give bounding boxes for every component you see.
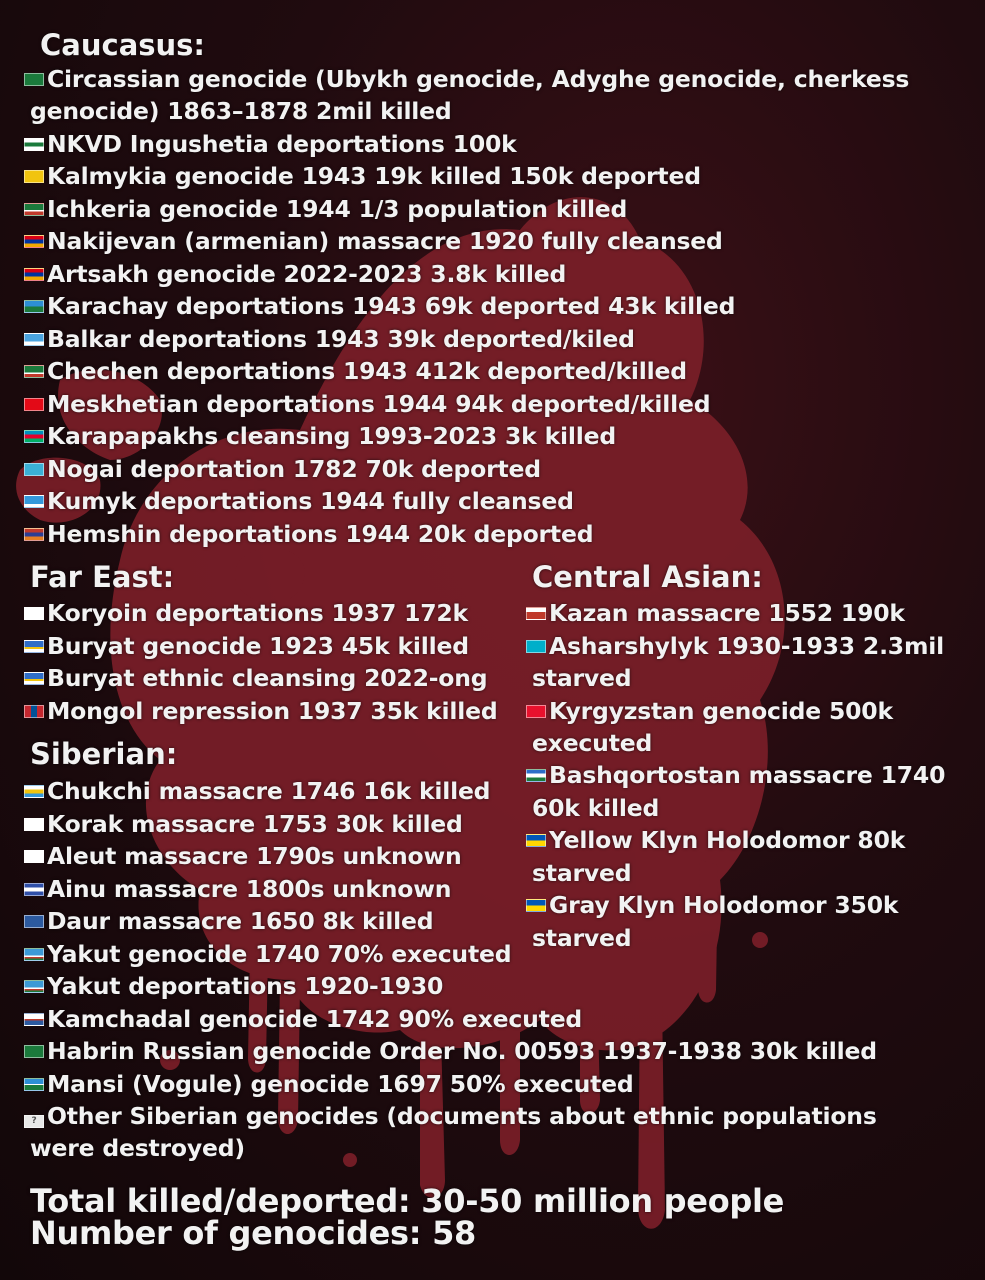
- kazakhstan-flag-icon: [526, 640, 546, 653]
- list-item: Habrin Russian genocide Order No. 00593 1937-1938 30k killed: [24, 1035, 877, 1067]
- daur-flag-icon: [24, 915, 44, 928]
- list-item: Kalmykia genocide 1943 19k killed 150k deported: [24, 160, 701, 192]
- yakutia-flag-icon: [24, 948, 44, 961]
- kalmykia-flag-icon: [24, 170, 44, 183]
- kamchadal-flag-icon: [24, 1013, 44, 1026]
- list-item-continuation: 60k killed: [532, 794, 660, 822]
- ichkeria-flag-icon: [24, 203, 44, 216]
- list-item: Kyrgyzstan genocide 500k: [526, 695, 893, 727]
- list-item: Mansi (Vogule) genocide 1697 50% executed: [24, 1068, 634, 1100]
- list-item: Buryat ethnic cleansing 2022-ong: [24, 662, 487, 694]
- list-item: Balkar deportations 1943 39k deported/kiled: [24, 323, 635, 355]
- list-item-continuation: starved: [532, 664, 632, 692]
- list-item: Aleut massacre 1790s unknown: [24, 840, 462, 872]
- list-item: Yakut deportations 1920-1930: [24, 970, 443, 1002]
- list-item-continuation: executed: [532, 729, 653, 757]
- list-item: Mongol repression 1937 35k killed: [24, 695, 497, 727]
- list-item: Gray Klyn Holodomor 350k: [526, 889, 898, 921]
- heading-siberian: Siberian:: [30, 737, 178, 771]
- list-item: Artsakh genocide 2022-2023 3.8k killed: [24, 258, 566, 290]
- list-item: Yellow Klyn Holodomor 80k: [526, 824, 905, 856]
- list-item: Daur massacre 1650 8k killed: [24, 905, 433, 937]
- list-item: Buryat genocide 1923 45k killed: [24, 630, 469, 662]
- list-item: Kazan massacre 1552 190k: [526, 597, 905, 629]
- karapapakh-flag-icon: [24, 430, 44, 443]
- list-item: Nogai deportation 1782 70k deported: [24, 453, 541, 485]
- list-item-continuation: genocide) 1863–1878 2mil killed: [30, 97, 452, 125]
- list-item-continuation: starved: [532, 924, 632, 952]
- ainu-flag-icon: [24, 883, 44, 896]
- number-of-genocides: Number of genocides: 58: [30, 1214, 477, 1252]
- ukraine-flag-icon: [526, 834, 546, 847]
- artsakh-flag-icon: [24, 268, 44, 281]
- list-item: Yakut genocide 1740 70% executed: [24, 938, 511, 970]
- kazan-flag-icon: [526, 607, 546, 620]
- kyrgyzstan-flag-icon: [526, 705, 546, 718]
- list-item: Ichkeria genocide 1944 1/3 population killed: [24, 193, 627, 225]
- total-killed-deported: Total killed/deported: 30-50 million people: [30, 1182, 785, 1220]
- list-item: Chechen deportations 1943 412k deported/killed: [24, 355, 687, 387]
- mansi-flag-icon: [24, 1078, 44, 1091]
- karachay-flag-icon: [24, 300, 44, 313]
- list-item: Hemshin deportations 1944 20k deported: [24, 518, 593, 550]
- habrin-flag-icon: [24, 1045, 44, 1058]
- mongolia-flag-icon: [24, 705, 44, 718]
- heading-caucasus: Caucasus:: [40, 28, 206, 62]
- heading-central-asian: Central Asian:: [532, 560, 763, 594]
- list-item: Karachay deportations 1943 69k deported 43k killed: [24, 290, 735, 322]
- list-item-continuation: starved: [532, 859, 632, 887]
- balkar-flag-icon: [24, 333, 44, 346]
- list-item: ? Other Siberian genocides (documents about ethnic populations: [24, 1100, 877, 1132]
- circassian-flag-icon: [24, 73, 44, 86]
- meskhetian-flag-icon: [24, 398, 44, 411]
- list-item: Meskhetian deportations 1944 94k deported/killed: [24, 388, 710, 420]
- hemshin-flag-icon: [24, 528, 44, 541]
- list-item: Korak massacre 1753 30k killed: [24, 808, 463, 840]
- list-item: Circassian genocide (Ubykh genocide, Adyghe genocide, cherkess: [24, 63, 909, 95]
- list-item: Koryoin deportations 1937 172k: [24, 597, 468, 629]
- heading-far-east: Far East:: [30, 560, 175, 594]
- korak-flag-icon: [24, 818, 44, 831]
- chechen-flag-icon: [24, 365, 44, 378]
- buryatia-flag-icon: [24, 640, 44, 653]
- list-item: Karapapakhs cleansing 1993-2023 3k killed: [24, 420, 616, 452]
- unknown-flag-icon: ?: [24, 1115, 44, 1128]
- armenia-flag-icon: [24, 235, 44, 248]
- ingushetia-flag-icon: [24, 138, 44, 151]
- list-item: Kamchadal genocide 1742 90% executed: [24, 1003, 582, 1035]
- chukchi-flag-icon: [24, 785, 44, 798]
- ukraine-flag-icon: [526, 899, 546, 912]
- yakutia-flag-icon: [24, 980, 44, 993]
- buryatia-flag-icon: [24, 672, 44, 685]
- list-item: Kumyk deportations 1944 fully cleansed: [24, 485, 574, 517]
- list-item: Asharshylyk 1930-1933 2.3mil: [526, 630, 944, 662]
- list-item: Nakijevan (armenian) massacre 1920 fully cleansed: [24, 225, 723, 257]
- list-item: Bashqortostan massacre 1740: [526, 759, 945, 791]
- bashkortostan-flag-icon: [526, 769, 546, 782]
- korea-flag-icon: [24, 607, 44, 620]
- list-item: Ainu massacre 1800s unknown: [24, 873, 451, 905]
- kumyk-flag-icon: [24, 495, 44, 508]
- aleut-flag-icon: [24, 850, 44, 863]
- list-item: Chukchi massacre 1746 16k killed: [24, 775, 490, 807]
- list-item: NKVD Ingushetia deportations 100k: [24, 128, 517, 160]
- list-item-continuation: were destroyed): [30, 1134, 245, 1162]
- nogai-flag-icon: [24, 463, 44, 476]
